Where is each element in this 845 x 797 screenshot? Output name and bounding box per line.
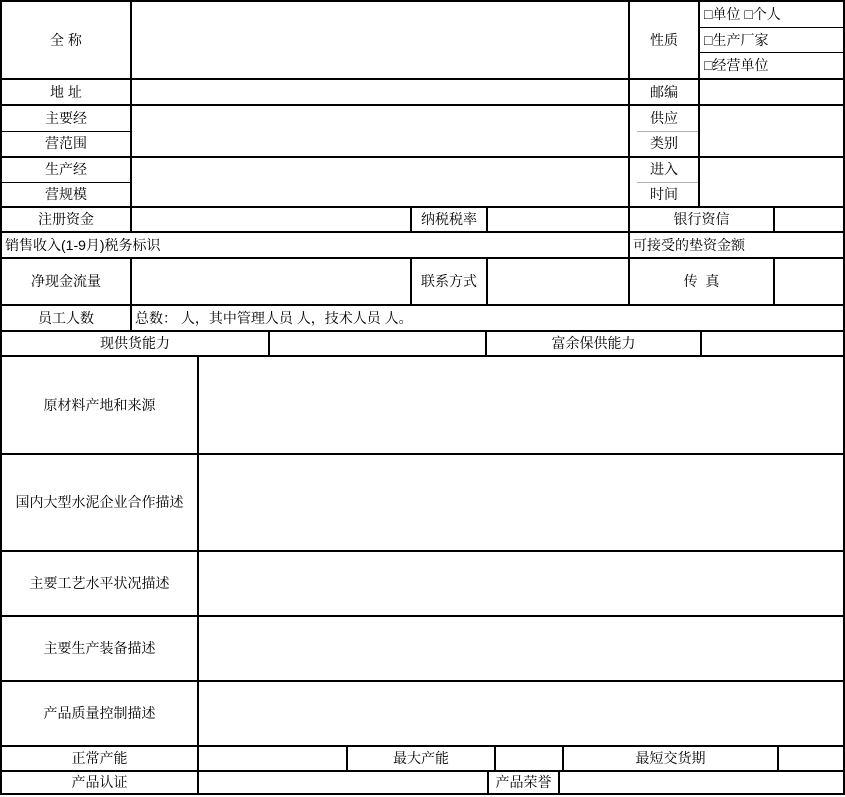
acceptable-advance-label[interactable]: 可接受的垫资金额	[628, 231, 845, 259]
cement-cooperation-label: 国内大型水泥企业合作描述	[0, 453, 199, 552]
product-certification-label: 产品认证	[0, 770, 199, 795]
production-scale-label-line1: 生产经	[45, 161, 87, 178]
process-level-label: 主要工艺水平状况描述	[0, 550, 199, 617]
entry-time-label-line1: 进入	[650, 161, 678, 178]
main-scope-label	[0, 104, 132, 158]
fax-label: 传 真	[628, 257, 775, 306]
main-scope-label-line1: 主要经	[45, 109, 87, 126]
max-capacity-field[interactable]	[494, 745, 564, 772]
shortest-delivery-field[interactable]	[777, 745, 845, 772]
product-certification-field[interactable]	[197, 770, 489, 795]
registered-capital-label: 注册资金	[0, 206, 132, 233]
nature-option-trader[interactable]: □经营单位	[704, 57, 769, 74]
contact-method-field[interactable]	[486, 257, 630, 306]
tax-rate-field[interactable]	[486, 206, 630, 233]
main-scope-label-line2: 营范围	[45, 135, 87, 152]
address-field[interactable]	[130, 78, 630, 106]
normal-capacity-label: 正常产能	[0, 745, 199, 772]
supply-category-field[interactable]	[698, 104, 845, 158]
raw-material-source-field[interactable]	[197, 355, 845, 455]
product-honor-label: 产品荣誉	[487, 770, 560, 795]
normal-capacity-field[interactable]	[197, 745, 348, 772]
production-scale-label-line2: 营规模	[45, 185, 87, 202]
nature-option-unit-individual[interactable]: □单位 □个人	[704, 5, 781, 22]
process-level-field[interactable]	[197, 550, 845, 617]
cement-cooperation-field[interactable]	[197, 453, 845, 552]
shortest-delivery-label: 最短交货期	[562, 745, 779, 772]
supply-category-label-line2: 类别	[650, 135, 678, 152]
current-supply-capacity-field[interactable]	[268, 330, 487, 357]
surplus-supply-capacity-field[interactable]	[700, 330, 845, 357]
net-cash-flow-label: 净现金流量	[0, 257, 132, 306]
production-scale-label	[0, 156, 132, 208]
surplus-supply-capacity-label: 富余保供能力	[485, 330, 702, 357]
main-scope-field[interactable]	[130, 104, 630, 158]
production-scale-field[interactable]	[130, 156, 630, 208]
fax-field[interactable]	[773, 257, 845, 306]
nature-options-group	[698, 0, 845, 80]
bank-credit-field[interactable]	[773, 206, 845, 233]
quality-control-label: 产品质量控制描述	[0, 680, 199, 747]
bank-credit-label: 银行资信	[628, 206, 775, 233]
production-equipment-label: 主要生产装备描述	[0, 615, 199, 682]
supply-category-label	[628, 104, 700, 158]
full-name-field[interactable]	[130, 0, 630, 80]
employee-count-label: 员工人数	[0, 304, 132, 332]
net-cash-flow-field[interactable]	[130, 257, 412, 306]
production-equipment-field[interactable]	[197, 615, 845, 682]
quality-control-field[interactable]	[197, 680, 845, 747]
nature-label: 性质	[628, 0, 700, 80]
raw-material-source-label: 原材料产地和来源	[0, 355, 199, 455]
postal-code-field[interactable]	[698, 78, 845, 106]
product-honor-field[interactable]	[558, 770, 845, 795]
max-capacity-label: 最大产能	[346, 745, 496, 772]
postal-code-label: 邮编	[628, 78, 700, 106]
contact-method-label: 联系方式	[410, 257, 488, 306]
employee-detail-field[interactable]: 总数： 人，其中管理人员 人，技术人员 人。	[130, 304, 845, 332]
nature-option-manufacturer[interactable]: □生产厂家	[704, 31, 769, 48]
entry-time-field[interactable]	[698, 156, 845, 208]
current-supply-capacity-label: 现供货能力	[0, 330, 270, 357]
full-name-label: 全 称	[0, 0, 132, 80]
entry-time-label-line2: 时间	[650, 185, 678, 202]
registered-capital-field[interactable]	[130, 206, 412, 233]
tax-rate-label: 纳税税率	[410, 206, 488, 233]
address-label: 地 址	[0, 78, 132, 106]
entry-time-label	[628, 156, 700, 208]
sales-revenue-tax-label[interactable]: 销售收入(1-9月)税务标识	[0, 231, 630, 259]
supply-category-label-line1: 供应	[650, 109, 678, 126]
